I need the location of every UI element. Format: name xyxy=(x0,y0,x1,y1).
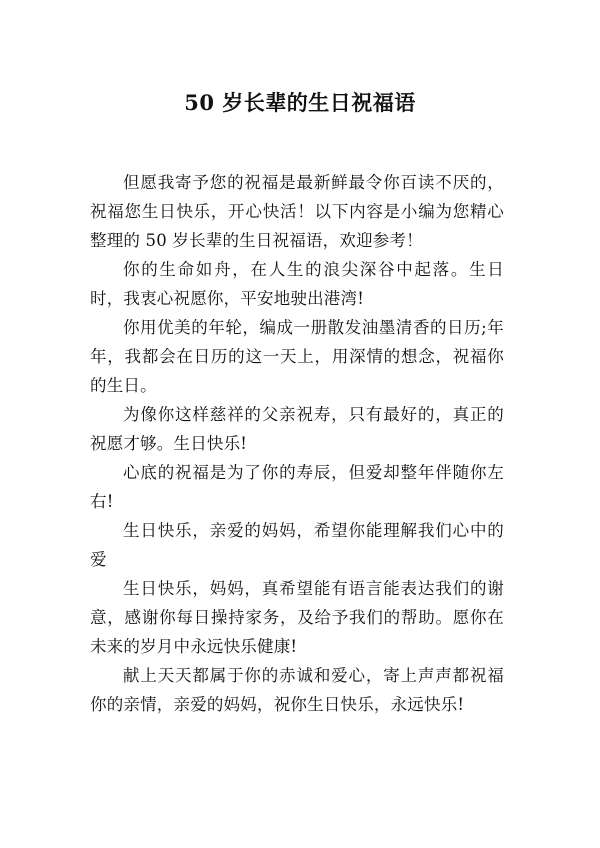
paragraph-4: 为像你这样慈祥的父亲祝寿，只有最好的，真正的祝愿才够。生日快乐! xyxy=(90,405,504,453)
document-body xyxy=(90,168,504,719)
paragraph-6: 生日快乐，亲爱的妈妈，希望你能理解我们心中的爱 xyxy=(90,521,504,569)
paragraph-2: 你的生命如舟，在人生的浪尖深谷中起落。生日时，我衷心祝愿你，平安地驶出港湾! xyxy=(90,260,504,308)
paragraph-8: 献上天天都属于你的赤诚和爱心，寄上声声都祝福你的亲情，亲爱的妈妈，祝你生日快乐，永远快乐! xyxy=(90,666,504,714)
page-title: 50 岁长辈的生日祝福语 xyxy=(184,90,416,116)
paragraph-7: 生日快乐，妈妈，真希望能有语言能表达我们的谢意，感谢你每日操持家务，及给予我们的帮助。愿你在未来的岁月中永远快乐健康! xyxy=(90,579,504,656)
paragraph-3: 你用优美的年轮，编成一册散发油墨清香的日历;年年，我都会在日历的这一天上，用深情的想念，祝福你的生日。 xyxy=(90,318,504,395)
paragraph-5: 心底的祝福是为了你的寿辰，但爱却整年伴随你左右! xyxy=(90,463,504,511)
paragraph-intro: 但愿我寄予您的祝福是最新鲜最令你百读不厌的，祝福您生日快乐，开心快活！以下内容是小编为您精心整理的 50 岁长辈的生日祝福语，欢迎参考！ xyxy=(90,173,504,250)
